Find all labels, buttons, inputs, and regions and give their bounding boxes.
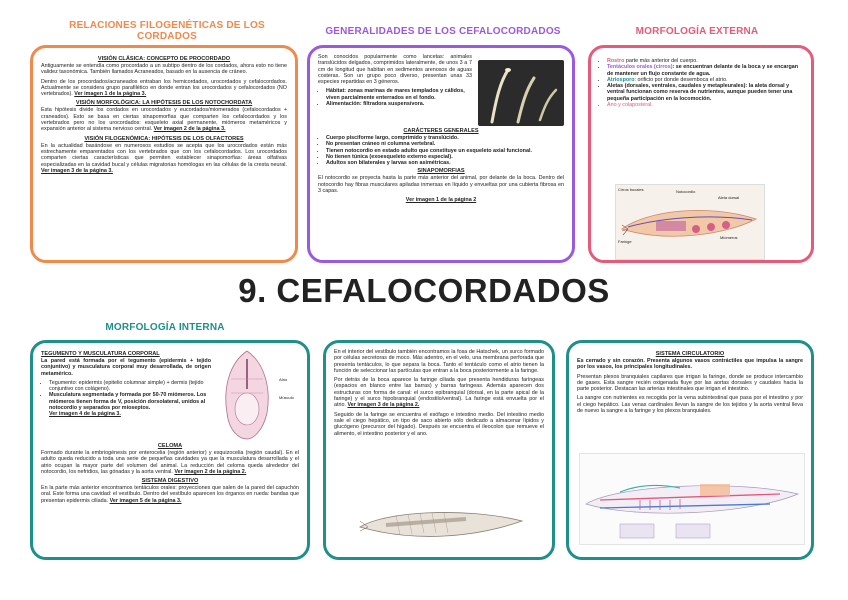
section-title-generalidades: GENERALIDADES DE LOS CEFALOCORDADOS bbox=[325, 26, 561, 37]
externa-item-rostro: • Rostro parte más anterior del cuerpo. bbox=[607, 58, 803, 64]
externa-item-tentaculos: • Tentáculos orales (cirros): se encuentran delante de la boca y se encargan de mantener un flujo constante de agua. bbox=[607, 64, 803, 77]
section-title-externa: MORFOLOGÍA EXTERNA bbox=[635, 26, 759, 37]
caracteres-list bbox=[318, 135, 564, 166]
circulatorio-box bbox=[566, 340, 814, 560]
generalidades-alimentacion: • Alimentación: filtradora suspensívora. bbox=[326, 101, 472, 107]
link-imagen-5-p3[interactable]: Ver imagen 5 de la página 3. bbox=[109, 497, 182, 504]
tegumento-text: La pared está formada por el tegumento (epidermis + tejido conjuntivo) y musculatura corporal muy desarrollada, de origen metamérico. bbox=[41, 358, 211, 377]
digestivo-text: En la parte más anterior encontramos tentáculos orales: proyecciones que salen de la pared del capuchón oral. Este forma una cavidad: el vestíbulo. Dentro del vestíbulo aparecen los órganos en rueda: bandas que presentan epidermis ciliada. Ver imagen 5 de la página 3. bbox=[41, 485, 299, 504]
musculatura-item: • Musculatura segmentada y formada por 50-70 miómeros. Los miómeros tienen forma de V, posición dorsolateral, unidos al notocordio y separados por mioseptos. bbox=[49, 392, 211, 411]
link-imagen-4-p3[interactable]: Ver imagen 4 de la página 3. bbox=[49, 411, 121, 418]
tegumento-item: • Tegumento: epidermis (epitelio columnar simple) + dermis (tejido conjuntivo con colágeno). bbox=[49, 380, 211, 393]
digestivo-text-1: En el interior del vestíbulo también encontramos la fosa de Hatschek, un surco formado por células secretoras de moco. Más adentro, en el velo, una membrana perforada que presenta tentáculos, lo que separa la boca. Tanto el tentáculo como el atrio tienen la función de seleccionar las partículas que entran a la boca posteriormente a la faringe. bbox=[334, 349, 544, 374]
link-imagen-2-p2[interactable]: Ver imagen 2 de la página 2. bbox=[174, 468, 247, 475]
externa-list bbox=[599, 58, 803, 108]
link-imagen-1-p3[interactable]: Ver imagen 1 de la página 3. bbox=[74, 91, 147, 98]
generalidades-intro: Son conocidos popularmente como lancetas: animales translúcidos delgados, comprimidos lateralmente, de unos 3 a 7 cm de longitud que habitan en sedimentos arenosos de aguas costeras. Son un grupo poco diverso, presentan unas 33 especies repartidas en 3 géneros. bbox=[318, 54, 472, 86]
heading-sistema-digestivo: SISTEMA DIGESTIVO bbox=[141, 478, 199, 485]
heading-vision-filogenomica: VISIÓN FILOGENÓMICA: HIPÓTESIS DE LOS OLFACTORES bbox=[84, 135, 244, 142]
heading-sinapomorfias: SINAPOMORFIAS bbox=[417, 168, 465, 175]
heading-vision-morfologica: VISIÓN MORFOLÓGICA: LA HIPÓTESIS DE LOS NOTOCHORDATA bbox=[75, 100, 253, 107]
externa-box bbox=[588, 45, 814, 263]
generalidades-habitat: • Hábitat: zonas marinas de mares templados y cálidos, viven parcialmente enterrados en el fondo. bbox=[326, 88, 472, 101]
fig-label: Notocordio bbox=[676, 189, 696, 194]
section-title-interna: MORFOLOGÍA INTERNA bbox=[105, 322, 225, 333]
relaciones-text-1: Antiguamente se entendía como procordado a un subtipo dentro de los cordados, ahora esto no tiene validez taxonómica. También llamados Acraneados, basado en la ausencia de cráneo. Dentro de los procordados/acraneados entraban los hemicordados, urocordados y cefalocordados. Actualmente se considera grupo parafilético en donde entran los urocordados y cefalocordados (NO vertebrados). Ver imagen 1 de la página 3. bbox=[41, 63, 287, 98]
fig-label: Aleta dorsal bbox=[718, 195, 740, 200]
lanceta-anatomy-figure bbox=[356, 493, 526, 553]
link-imagen-1-p2[interactable]: Ver imagen 1 de la página 2 bbox=[405, 197, 477, 204]
generalidades-list bbox=[318, 88, 472, 107]
interna-box bbox=[30, 340, 310, 560]
tegumento-list bbox=[41, 380, 211, 411]
link-imagen-3-p3[interactable]: Ver imagen 3 de la página 3. bbox=[41, 167, 113, 174]
caracter-item: • Tienen notocordio en estado adulto que constituye un esqueleto axial funcional. bbox=[326, 148, 564, 154]
digestivo-box bbox=[323, 340, 555, 560]
lanceta-photo bbox=[478, 60, 564, 126]
heading-celoma: CELOMA bbox=[157, 443, 183, 449]
fig-label: Faringe bbox=[618, 239, 632, 244]
sinapomorfias-text: El notocordio se proyecta hasta la parte más anterior del animal, por delante de la boca. Dentro del notocordio hay fibras musculares apiladas inmersas en líquido y envueltas por una cubierta fibrosa en 3 capas. bbox=[318, 175, 564, 195]
link-imagen-2-p3[interactable]: Ver imagen 2 de la página 3. bbox=[153, 126, 226, 133]
caracter-item: • No presentan cráneo ni columna vertebral. bbox=[326, 141, 564, 147]
digestivo-text-3: Seguido de la faringe se encuentra el esófago e intestino medio. Del intestino medio sale el ciego hepático, un tipo de saco abierto sólo dedicado a almacenar lípidos y glucógeno (precursor del hígado). Después se encuentra el ileocolon que remueve el alimento, el intestino posterior y el ano. bbox=[334, 411, 544, 437]
relaciones-box bbox=[30, 45, 298, 263]
generalidades-box bbox=[307, 45, 575, 263]
relaciones-text-2: Esta hipótesis divide los cordados en urocordados y eucordados/miomerados (cefalocordados + craneados). Esto se basa en ciertas sinapomorfias que comparten los cefalocordados y los vertebrados pero no los urocordados: esqueleto axial permanente, miómeros metaméricos y expansión anterior al sistema nervioso central. Ver imagen 2 de la página 3. bbox=[41, 107, 287, 133]
heading-tegumento: TEGUMENTO Y MUSCULATURA CORPORAL bbox=[41, 351, 160, 357]
caracter-item: • Adultos son bilaterales y larvas son asimétricas. bbox=[326, 160, 564, 166]
heading-caracteres-generales: CARÁCTERES GENERALES bbox=[403, 128, 479, 134]
externa-item-ano: • Ano y colaposteral. bbox=[607, 102, 803, 108]
heading-sistema-circulatorio: SISTEMA CIRCULATORIO bbox=[655, 351, 725, 357]
link-imagen-3-p2[interactable]: Ver imagen 3 de la página 2. bbox=[347, 402, 420, 409]
cross-section-figure bbox=[217, 349, 299, 441]
fig-label: Músculo bbox=[279, 395, 294, 400]
celoma-text: Formado durante la embriogénesis por enterocelia (región anterior) y esquizocelia (región caudal). En el adulto queda reducido a toda una serie de pequeñas cavidades ya que la musculatura desarrollada y el atrio ocupan la mayor parte del volumen del animal. La reducción del celoma queda alrededor del notocordio, los nefridios, las gónadas y la aorta ventral. Ver imagen 2 de la página 2. bbox=[41, 450, 299, 475]
fig-label: Atrio bbox=[279, 377, 288, 382]
circulatorio-text: Es cerrado y sin corazón. Presenta algunos vasos contráctiles que impulsa la sangre por los vasos, los principales longitudinales. Presentan plexos branquiales capilares que irrigan la faringe, donde se produce intercambio de gases. Esta sangre recién oxigenada fluye por las aortas dorsales y caudales hacia la parte posterior. Destacan las arterias intestinales que irrigan el intestino. La sangre con nutrientes es recogida por la vena subintestinal que pasa por el intestino y por el ciego hepático. Las venas cardinales llevan la sangre de los tejidos y la aorta ventral lleva de nuevo la sangre a la faringe y los plexos branquiales. bbox=[577, 358, 803, 415]
circulatory-diagram bbox=[579, 453, 805, 545]
externa-item-atriosporo: • Atriosporo: orificio por donde desemboca el atrio. bbox=[607, 77, 803, 83]
digestivo-text-2: Por detrás de la boca aparece la faringe ciliada que presenta hendiduras faríngeas (espacios en blanco entre las barras) y barras faríngeas. Además aparecen dos estructuras con forma de canal: el surco epibranquial (dorsal, en la parte apical de la faringe) y el surco hipobranquial (endostilo/ventral). La faringe está envuelta por el atrio. Ver imagen 3 de la página 2. bbox=[334, 377, 544, 409]
fig-label: Miómeros bbox=[720, 235, 738, 240]
section-title-relaciones: RELACIONES FILOGENÉTICAS DE LOS CORDADOS bbox=[69, 20, 265, 42]
page-title: 9. CEFALOCORDADOS bbox=[238, 272, 610, 309]
externa-anatomy-figure bbox=[615, 184, 765, 260]
externa-item-aletas: • Aletas (dorsales, ventrales, caudales y metapleurales): la aleta dorsal y ventral funcionan como reserva de nutrientes, aunque pueden tener una pequeña participación en la locomoción. bbox=[607, 83, 803, 102]
fig-label: Cirros bucales bbox=[618, 187, 644, 192]
caracter-item: • No tienen túnica (exoesqueleto externo especial). bbox=[326, 154, 564, 160]
caracter-item: • Cuerpo pisciforme largo, comprimido y translúcido. bbox=[326, 135, 564, 141]
relaciones-text-3: En la actualidad basándose en numerosos estudios se acepta que los urocordados están más estrechamente emparentados con los vertebrados que con los cefalocordados. Los urocordados comparten ciertas características que permiten establecer sinapomorfias: áreas olfativas especializadas en la cavidad bucal y células migratorias homólogas en las células de la cresta neural. Ver imagen 3 de la página 3. bbox=[41, 142, 287, 174]
heading-vision-clasica: VISIÓN CLÁSICA: CONCEPTO DE PROCORDADO bbox=[97, 56, 231, 62]
